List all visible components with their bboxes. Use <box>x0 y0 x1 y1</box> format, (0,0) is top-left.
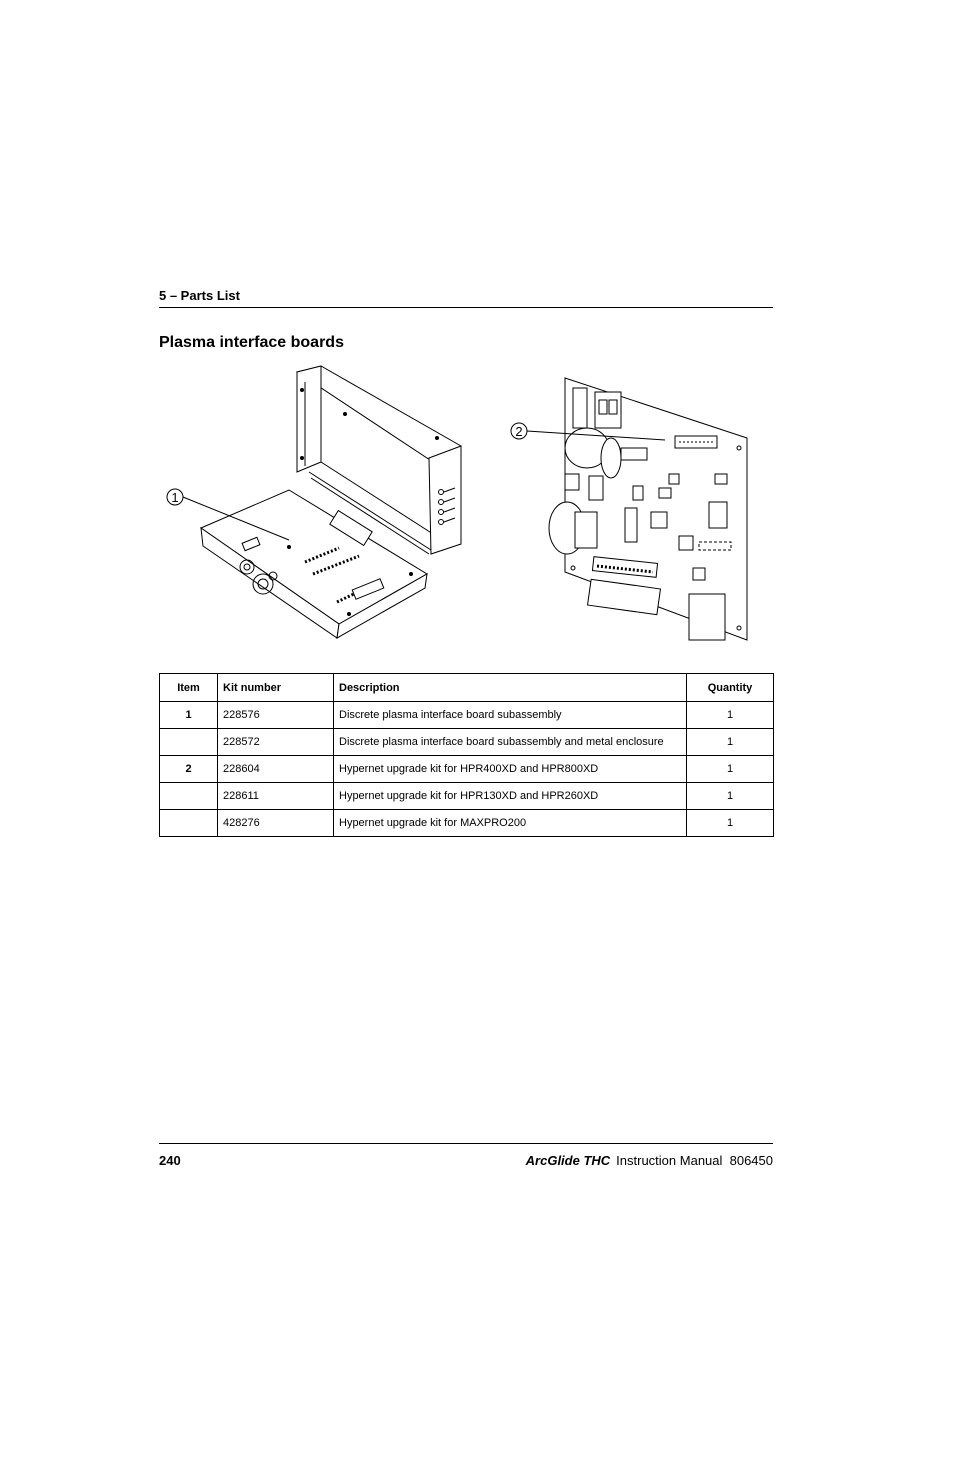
item-cell <box>160 729 218 756</box>
quantity-cell: 1 <box>687 729 774 756</box>
illustration-svg <box>159 362 773 658</box>
parts-illustration <box>159 362 773 658</box>
product-name: ArcGlide THC <box>525 1153 611 1168</box>
column-header-item: Item <box>160 674 218 702</box>
quantity-cell: 1 <box>687 702 774 729</box>
table-row <box>160 783 774 810</box>
column-header-description: Description <box>334 674 687 702</box>
table-row <box>160 756 774 783</box>
item-cell: 1 <box>160 702 218 729</box>
page-footer <box>159 1143 773 1168</box>
kit-number-cell: 228604 <box>218 756 334 783</box>
callout-2-label: 2 <box>515 424 523 439</box>
item-cell: 2 <box>160 756 218 783</box>
table-row <box>160 702 774 729</box>
callout-1-label: 1 <box>171 490 179 505</box>
kit-number-cell: 228611 <box>218 783 334 810</box>
kit-number-cell: 228576 <box>218 702 334 729</box>
page-title: Plasma interface boards <box>159 334 344 351</box>
parts-table <box>159 673 774 837</box>
page-number: 240 <box>159 1153 181 1168</box>
column-header-quantity: Quantity <box>687 674 774 702</box>
item-cell <box>160 783 218 810</box>
footer-doc-info <box>526 1153 773 1168</box>
description-cell: Discrete plasma interface board subassembly and metal enclosure <box>334 729 687 756</box>
kit-number-cell: 428276 <box>218 810 334 837</box>
table-row <box>160 810 774 837</box>
kit-number-cell: 228572 <box>218 729 334 756</box>
quantity-cell: 1 <box>687 783 774 810</box>
interface-board-drawing <box>201 490 427 638</box>
running-header <box>159 288 773 308</box>
item-cell <box>160 810 218 837</box>
table-header-row <box>160 674 774 702</box>
column-header-kit-number: Kit number <box>218 674 334 702</box>
section-label: 5 – Parts List <box>159 288 240 303</box>
description-cell: Discrete plasma interface board subassembly <box>334 702 687 729</box>
hypernet-board-drawing <box>549 378 747 640</box>
table-row <box>160 729 774 756</box>
manual-reference: Instruction Manual 806450 <box>616 1153 773 1168</box>
description-cell: Hypernet upgrade kit for MAXPRO200 <box>334 810 687 837</box>
quantity-cell: 1 <box>687 810 774 837</box>
description-cell: Hypernet upgrade kit for HPR130XD and HPR260XD <box>334 783 687 810</box>
quantity-cell: 1 <box>687 756 774 783</box>
description-cell: Hypernet upgrade kit for HPR400XD and HPR800XD <box>334 756 687 783</box>
